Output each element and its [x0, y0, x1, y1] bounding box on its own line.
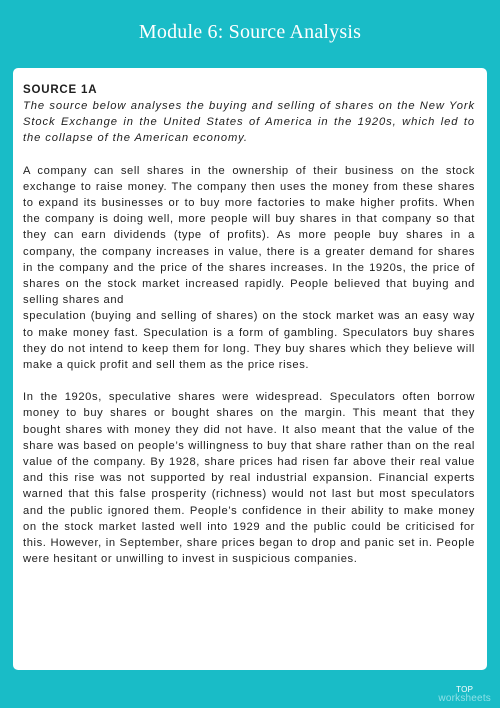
top-worksheets-logo: [438, 685, 491, 703]
source-card: [13, 68, 487, 670]
page-title: Module 6: Source Analysis: [138, 21, 362, 43]
source-paragraph-1-part-b: speculation (buying and selling of shares) on the stock market was an easy way to make money fast. Speculation is a form of gambling. Speculators buy shares they do not intend to keep them for long. They buy shares which they believe will make a quick profit and sell them as the price rises.: [23, 310, 475, 372]
source-paragraph-1-part-a: A company can sell shares in the ownership of their business on the stock exchange to raise money. The company then uses the money from these shares to expand its businesses or to buy more factories to make higher profits. When the company is doing well, more people will buy shares in that company so that they can earn dividends (type of profits). As more people buy shares in a company, the company increases in value, there is a greater demand for shares in the company and the price of the shares increases. In the 1920s, the price of shares on the stock market increased rapidly. People believed that buying and selling shares and: [23, 164, 475, 307]
source-intro: The source below analyses the buying and selling of shares on the New York Stock Exchange in the United States of America in the 1920s, which led to the collapse of the American economy.: [23, 100, 475, 145]
source-paragraph-2: In the 1920s, speculative shares were widespread. Speculators often borrow money to buy shares or bought shares on the margin. This meant that they bought shares with money they did not have. It also meant that the value of the share was based on people’s willingness to buy that share rather than on the real value of the company. By 1928, share prices had risen far above their real value and this rise was not supported by real industrial expansion. Financial experts warned that this false prosperity (richness) would not last but most speculators and the public ignored them. People’s confidence in their ability to make money on the stock market lasted well into 1929 and the public could be criticised for this. However, in September, share prices began to drop and panic set in. People were hesitant or unwilling to invest in suspicious companies.: [23, 391, 475, 566]
source-title: SOURCE 1A: [23, 84, 98, 96]
source-paragraph-1: [23, 163, 475, 374]
logo-top-text: TOP: [456, 685, 474, 694]
logo-bottom-text: worksheets: [438, 693, 491, 704]
